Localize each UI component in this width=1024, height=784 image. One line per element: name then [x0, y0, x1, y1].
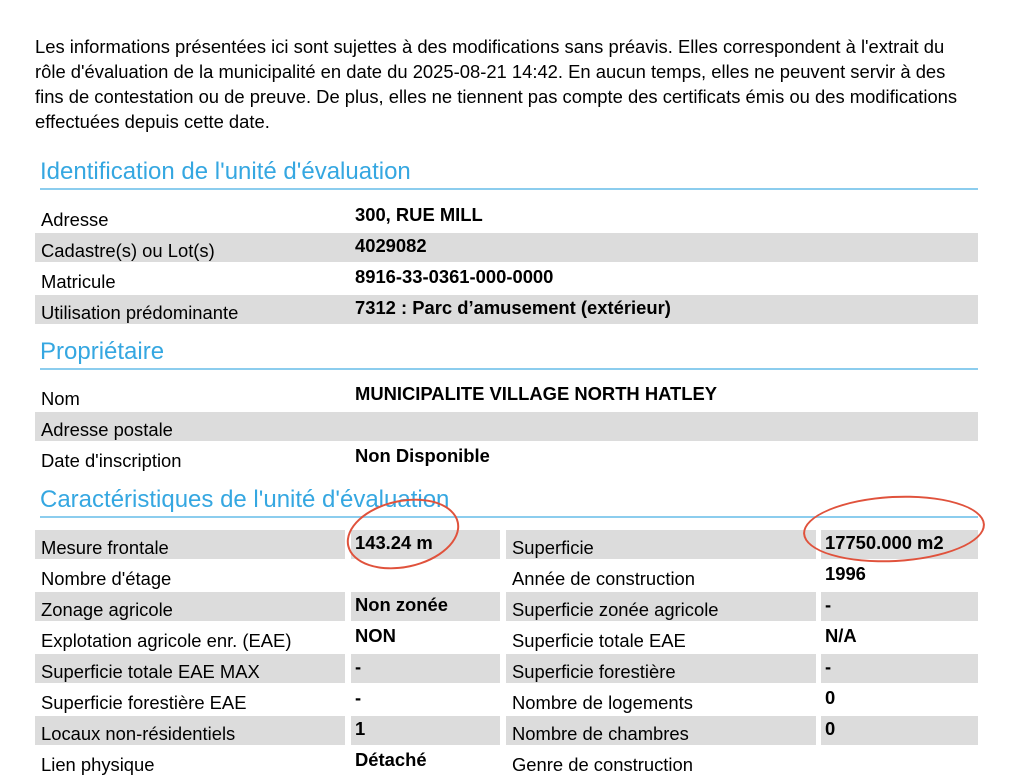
row-matricule	[35, 264, 978, 293]
label-matricule: Matricule	[41, 271, 116, 292]
section-title-proprietaire: Propriétaire	[40, 338, 978, 370]
value-lien-physique: Détaché	[355, 749, 427, 770]
label-locaux: Locaux non-résidentiels	[35, 716, 345, 745]
label-nombre-etage: Nombre d'étage	[41, 568, 172, 589]
value-matricule: 8916-33-0361-000-0000	[355, 266, 554, 287]
value-eae-max: -	[351, 654, 500, 683]
char-row	[35, 685, 978, 714]
value-cadastre: 4029082	[355, 235, 427, 256]
label-cadastre: Cadastre(s) ou Lot(s)	[41, 240, 215, 261]
label-utilisation: Utilisation prédominante	[41, 302, 239, 323]
disclaimer-text: Les informations présentées ici sont sujettes à des modifications sans préavis. Elles correspondent à l'extrait du rôle d'évaluation de la municipalité en date du 2025-08-21 14:42. En aucun temps, elles ne peuvent servir à des fins de contestation ou de preuve. De plus, elles ne tiennent pas compte des certificats émis ou des modifications effectuées depuis cette date.	[35, 36, 958, 132]
value-superficie-zonee: -	[821, 592, 978, 621]
label-superficie-zonee: Superficie zonée agricole	[506, 592, 816, 621]
char-row	[35, 561, 978, 590]
label-forestiere-eae: Superficie forestière EAE	[41, 692, 247, 713]
value-annee-construction: 1996	[825, 563, 866, 584]
row-utilisation	[35, 295, 978, 324]
label-superficie: Superficie	[506, 530, 816, 559]
section-title-caracteristiques: Caractéristiques de l'unité d'évaluation	[40, 486, 978, 518]
label-nombre-chambres: Nombre de chambres	[506, 716, 816, 745]
value-nombre-chambres: 0	[821, 716, 978, 745]
value-mesure-frontale: 143.24 m	[351, 530, 500, 559]
label-annee-construction: Année de construction	[512, 568, 696, 589]
row-adresse-postale	[35, 412, 978, 441]
value-genre-construction	[821, 747, 978, 776]
label-eae-max: Superficie totale EAE MAX	[35, 654, 345, 683]
value-forestiere-eae: -	[355, 687, 362, 708]
label-mesure-frontale: Mesure frontale	[35, 530, 345, 559]
value-adresse-postale	[351, 412, 978, 441]
label-date-inscription: Date d'inscription	[41, 450, 182, 471]
row-nom	[35, 381, 978, 410]
char-row	[35, 530, 978, 559]
value-nombre-etage	[351, 561, 500, 590]
value-zonage-agricole: Non zonée	[351, 592, 500, 621]
label-lien-physique: Lien physique	[41, 754, 155, 775]
value-superficie-totale-eae: N/A	[825, 625, 857, 646]
value-date-inscription: Non Disponible	[355, 445, 490, 466]
value-eae: NON	[355, 625, 396, 646]
value-nombre-logements: 0	[825, 687, 836, 708]
char-row	[35, 623, 978, 652]
value-adresse: 300, RUE MILL	[355, 204, 483, 225]
label-eae: Explotation agricole enr. (EAE)	[41, 630, 292, 651]
value-superficie: 17750.000 m2	[821, 530, 978, 559]
value-utilisation: 7312 : Parc d’amusement (extérieur)	[355, 297, 671, 318]
row-cadastre	[35, 233, 978, 262]
row-adresse	[35, 202, 978, 231]
value-locaux: 1	[351, 716, 500, 745]
label-nombre-logements: Nombre de logements	[512, 692, 693, 713]
label-adresse: Adresse	[41, 209, 109, 230]
label-zonage-agricole: Zonage agricole	[35, 592, 345, 621]
char-row	[35, 592, 978, 621]
char-row	[35, 654, 978, 683]
label-nom: Nom	[41, 388, 80, 409]
section-title-identification: Identification de l'unité d'évaluation	[40, 158, 978, 190]
char-row	[35, 716, 978, 745]
row-date-inscription	[35, 443, 978, 472]
label-genre-construction: Genre de construction	[512, 754, 693, 775]
value-nom: MUNICIPALITE VILLAGE NORTH HATLEY	[355, 383, 718, 404]
label-superficie-forestiere: Superficie forestière	[506, 654, 816, 683]
label-adresse-postale: Adresse postale	[41, 419, 173, 440]
char-row	[35, 747, 978, 776]
label-superficie-totale-eae: Superficie totale EAE	[512, 630, 686, 651]
value-superficie-forestiere: -	[821, 654, 978, 683]
